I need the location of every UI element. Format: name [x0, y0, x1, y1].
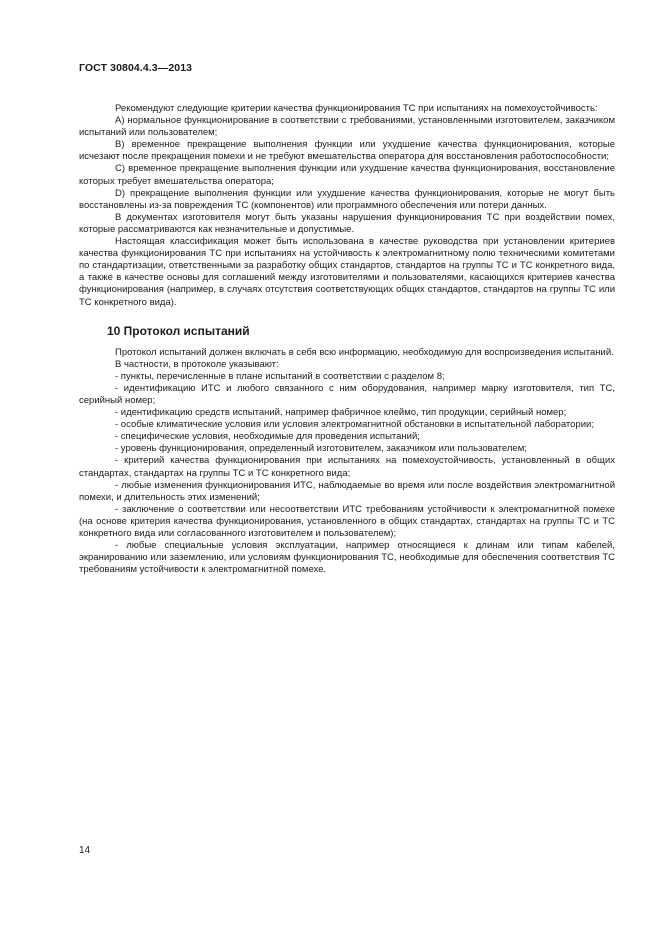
criterion-d: D) прекращение выполнения функции или ухудшение качества функционирования, которые не могут быть восстановлены из-за повреждения ТС (компонентов) или программного обеспечения или потери данных.	[79, 187, 615, 211]
criterion-b: B) временное прекращение выполнения функции или ухудшение качества функционирования, которые исчезают после прекращения помехи и не требуют вмешательства оператора для восстановления работоспособности;	[79, 139, 615, 163]
list-item: - критерий качества функционирования при испытаниях на помехоустойчивость, установленный в общих стандартах, стандартах на группы ТС и ТС конкретного вида;	[79, 455, 615, 479]
test-report-section	[79, 347, 615, 577]
paragraph: Настоящая классификация может быть использована в качестве руководства при установлении критериев качества функционирования ТС при испытаниях на устойчивость к электромагнитному полю техническими комитетами по стандартизации, ответственными за разработку общих стандартов, стандартов на группы ТС и ТС конкретного вида, а также в качестве основы для соглашений между изготовителями и пользователями, касающихся критериев качества функционирования (например, в случаях отсутствия соответствующих общих стандартов, стандартов на группы ТС или ТС конкретного вида).	[79, 236, 615, 308]
list-item: - особые климатические условия или условия электромагнитной обстановки в испытательной лаборатории;	[115, 419, 594, 431]
paragraph: В документах изготовителя могут быть указаны нарушения функционирования ТС при воздействии помех, которые рассматриваются как незначительные и допустимые.	[79, 211, 615, 235]
standard-header: ГОСТ 30804.4.3—2013	[79, 62, 193, 74]
paragraph: Рекомендуют следующие критерии качества функционирования ТС при испытаниях на помехоустойчивость:	[115, 103, 598, 114]
list-item: - пункты, перечисленные в плане испытаний в соответствии с разделом 8;	[115, 370, 445, 382]
list-item: - любые изменения функционирования ИТС, наблюдаемые во время или после воздействия электромагнитной помехи, и длительность этих изменений;	[79, 479, 615, 503]
list-item: - уровень функционирования, определенный изготовителем, заказчиком или пользователем;	[115, 443, 527, 455]
paragraph: Протокол испытаний должен включать в себя всю информацию, необходимую для воспроизведения испытаний.	[115, 346, 614, 358]
list-item: - заключение о соответствии или несоответствии ИТС требованиям устойчивости к электромагнитной помехе (на основе критерия качества функционирования, установленного в общих стандартах, стандартах на группы ТС и ТС конкретного вида или согласованного изготовителем и пользователем);	[79, 503, 615, 539]
page-number: 14	[79, 845, 91, 856]
paragraph: В частности, в протоколе указывают:	[115, 358, 279, 370]
list-item: - любые специальные условия эксплуатации, например относящиеся к длинам или типам кабелей, экранированию или заземлению, или условиям функционирования ТС, необходимые для обеспечения соответствия ТС требованиям устойчивости к электромагнитной помехе.	[79, 540, 615, 576]
performance-criteria-block	[79, 103, 615, 309]
criterion-c: C) временное прекращение выполнения функции или ухудшение качества функционирования, восстановление которых требует вмешательства оператора;	[79, 163, 615, 187]
list-item: - идентификацию ИТС и любого связанного с ним оборудования, например марку изготовителя, тип ТС, серийный номер;	[79, 382, 615, 406]
list-item: - идентификацию средств испытаний, например фабричное клеймо, тип продукции, серийный номер;	[115, 407, 567, 419]
document-body	[79, 103, 615, 576]
list-item: - специфические условия, необходимые для проведения испытаний;	[115, 431, 420, 443]
criterion-a: A) нормальное функционирование в соответствии с требованиями, установленными изготовителем, заказчиком испытаний или пользователем;	[79, 115, 615, 139]
section-heading: 10 Протокол испытаний	[107, 323, 250, 338]
